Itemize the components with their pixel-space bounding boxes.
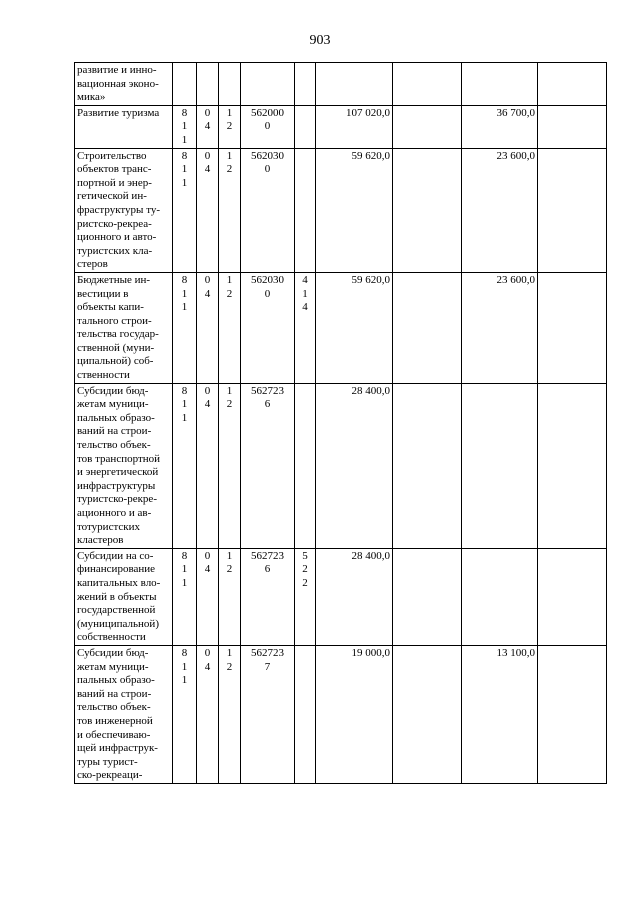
cell-sum3 xyxy=(462,63,538,106)
cell-expense xyxy=(295,645,316,783)
cell-target xyxy=(241,63,295,106)
cell-sum3: 13 100,0 xyxy=(462,645,538,783)
cell-sum1: 28 400,0 xyxy=(316,383,393,548)
cell-name: развитие и инно- вационная эконо- мика» xyxy=(75,63,173,106)
cell-ministry: 8 1 1 xyxy=(173,383,197,548)
cell-expense: 4 1 4 xyxy=(295,272,316,383)
cell-name: Субсидии на со- финансирование капитальных вло- жений в объекты государственной (муниципальной) собственности xyxy=(75,548,173,645)
cell-subsection: 1 2 xyxy=(219,645,241,783)
table-row xyxy=(75,548,607,645)
cell-sum3 xyxy=(462,383,538,548)
table-row xyxy=(75,148,607,272)
cell-target: 562030 0 xyxy=(241,148,295,272)
cell-sum2 xyxy=(393,645,462,783)
cell-subsection: 1 2 xyxy=(219,148,241,272)
table-row xyxy=(75,63,607,106)
cell-expense: 5 2 2 xyxy=(295,548,316,645)
cell-sum4 xyxy=(538,148,607,272)
cell-sum3: 23 600,0 xyxy=(462,148,538,272)
cell-sum2 xyxy=(393,548,462,645)
cell-ministry: 8 1 1 xyxy=(173,272,197,383)
cell-sum3: 36 700,0 xyxy=(462,105,538,148)
table-row xyxy=(75,645,607,783)
cell-sum1 xyxy=(316,63,393,106)
cell-target: 562723 6 xyxy=(241,383,295,548)
cell-sum1: 107 020,0 xyxy=(316,105,393,148)
cell-name: Развитие туризма xyxy=(75,105,173,148)
cell-sum3: 23 600,0 xyxy=(462,272,538,383)
cell-section xyxy=(197,63,219,106)
cell-sum2 xyxy=(393,63,462,106)
cell-sum2 xyxy=(393,272,462,383)
cell-name: Субсидии бюд- жетам муници- пальных образо- ваний на строи- тельство объек- тов транспортной и энергетической инфраструктуры туристско-рекре- ационного и ав- тотуристских кластеров xyxy=(75,383,173,548)
table-row xyxy=(75,272,607,383)
cell-subsection xyxy=(219,63,241,106)
cell-sum2 xyxy=(393,105,462,148)
cell-subsection: 1 2 xyxy=(219,105,241,148)
cell-sum1: 28 400,0 xyxy=(316,548,393,645)
cell-target: 562723 6 xyxy=(241,548,295,645)
table-row xyxy=(75,383,607,548)
cell-expense xyxy=(295,148,316,272)
page-number: 903 xyxy=(309,33,331,48)
table-row xyxy=(75,105,607,148)
cell-sum1: 19 000,0 xyxy=(316,645,393,783)
cell-ministry: 8 1 1 xyxy=(173,148,197,272)
cell-sum4 xyxy=(538,63,607,106)
cell-section: 0 4 xyxy=(197,383,219,548)
cell-section: 0 4 xyxy=(197,105,219,148)
cell-section: 0 4 xyxy=(197,272,219,383)
cell-expense xyxy=(295,383,316,548)
cell-name: Субсидии бюд- жетам муници- пальных образо- ваний на строи- тельство объек- тов инженерной и обеспечиваю- щей инфраструк- туры турист- ско-рекреаци- xyxy=(75,645,173,783)
cell-sum1: 59 620,0 xyxy=(316,272,393,383)
cell-target: 562000 0 xyxy=(241,105,295,148)
budget-table xyxy=(74,62,607,784)
cell-subsection: 1 2 xyxy=(219,383,241,548)
cell-sum4 xyxy=(538,105,607,148)
cell-sum4 xyxy=(538,272,607,383)
cell-expense xyxy=(295,63,316,106)
cell-section: 0 4 xyxy=(197,548,219,645)
cell-ministry: 8 1 1 xyxy=(173,105,197,148)
cell-sum3 xyxy=(462,548,538,645)
cell-target: 562030 0 xyxy=(241,272,295,383)
cell-name: Бюджетные ин- вестиции в объекты капи- тального строи- тельства государ- ственной (муни- ципальной) соб- ственности xyxy=(75,272,173,383)
cell-ministry: 8 1 1 xyxy=(173,645,197,783)
cell-sum4 xyxy=(538,548,607,645)
cell-ministry: 8 1 1 xyxy=(173,548,197,645)
cell-section: 0 4 xyxy=(197,645,219,783)
cell-sum1: 59 620,0 xyxy=(316,148,393,272)
cell-ministry xyxy=(173,63,197,106)
cell-sum4 xyxy=(538,383,607,548)
cell-sum2 xyxy=(393,148,462,272)
cell-subsection: 1 2 xyxy=(219,272,241,383)
cell-name: Строительство объектов транс- портной и энер- гетической ин- фраструктуры ту- ристско-рекреа- ционного и авто- туристских кла- стеров xyxy=(75,148,173,272)
cell-sum4 xyxy=(538,645,607,783)
cell-subsection: 1 2 xyxy=(219,548,241,645)
cell-expense xyxy=(295,105,316,148)
cell-section: 0 4 xyxy=(197,148,219,272)
cell-target: 562723 7 xyxy=(241,645,295,783)
cell-sum2 xyxy=(393,383,462,548)
